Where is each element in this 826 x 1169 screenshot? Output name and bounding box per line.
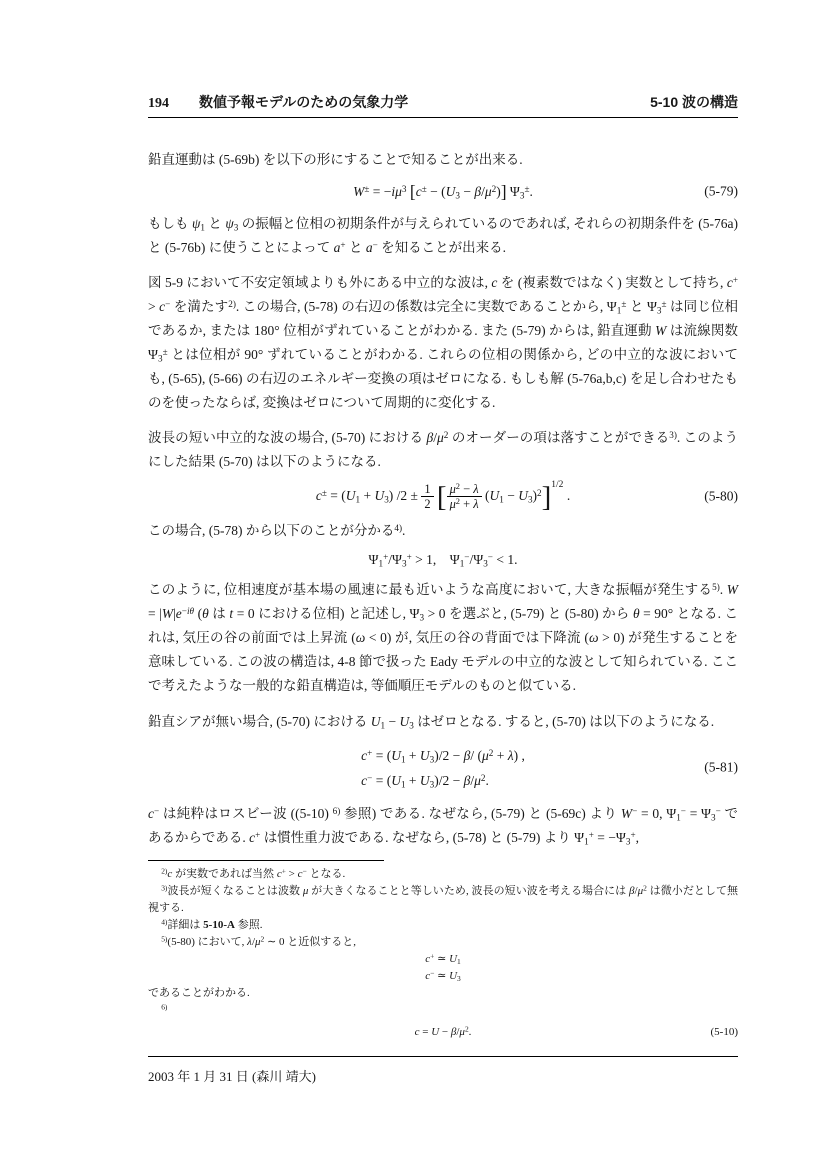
equation-5-80 xyxy=(148,479,738,513)
footnote-6-equation-body: $c = U - \beta/\mu^2$. xyxy=(414,1024,472,1039)
paragraph-rossby-gravity-waves: c− は純粋はロスビー波 ((5-10) $^{6)}$ 参照) である. なぜなら, (5-79) と (5-69c) より W− = 0, $\Psi_1^- = \Psi_3^-$ であるからである. c+ は慣性重力波である. なぜなら, (5-78) と (5-79) より $\Psi_1^+ = -\Psi_3^+$, xyxy=(148,806,738,847)
page-footer xyxy=(148,1056,738,1085)
footnote-6-equation-tag: (5-10) xyxy=(710,1026,738,1039)
footnote-5-tail: であることがわかる. xyxy=(148,987,250,1000)
footnote-5-eq1: c+ ≃ $U_1$ xyxy=(425,951,461,967)
equation-5-80-body: $c^\pm = (U_1 + U_3) /2$ ± $\frac{1}{2}$ [ $\frac{\mu^2 - \lambda}{\mu^2 + \lambda}$ $(U_1 - U_3)^2]^{1/2}$ . xyxy=(315,479,571,513)
equation-5-81-tag: (5-81) xyxy=(704,759,738,775)
footnote-5-head: $^{5)}$(5-80) において, $\lambda/\mu^2$ ∼ 0 と近似すると, xyxy=(161,934,356,949)
equation-psi-inequality xyxy=(148,552,738,569)
paragraph-no-vertical-shear: 鉛直シアが無い場合, (5-70) における $U_1 - U_3$ はゼロとなる. すると, (5-70) は以下のようになる. xyxy=(148,714,715,731)
equation-5-81-line2: $c^- = (U_1 + U_3)/2 - \beta/\mu^2$. xyxy=(361,773,489,790)
footnote-rule xyxy=(148,860,384,861)
page-content xyxy=(148,92,738,1043)
footnotes-section xyxy=(148,860,738,1043)
header-rule xyxy=(148,117,738,118)
footer-rule xyxy=(148,1056,738,1057)
equation-5-79 xyxy=(148,181,738,202)
footnote-3: $^{3)}$波長が短くなることは波数 μ が大きくなることと等しいため, 波長の短い波を考える場合には $\beta/\mu^2$ は微小だとして無視する. xyxy=(148,883,739,915)
header-left xyxy=(148,92,408,112)
paragraph-short-wavelength: 波長の短い中立的な波の場合, (5-70) における $\beta/\mu^2$ のオーダーの項は落すことができる$^{3)}$. このようにした結果 (5-70) は以下のようになる. xyxy=(148,429,738,469)
equation-5-81-body xyxy=(361,743,525,793)
page-number: 194 xyxy=(148,96,169,111)
book-title: 数値予報モデルのための気象力学 xyxy=(199,94,409,110)
footnote-6-marker: 6) xyxy=(161,1002,168,1012)
section-heading: 5-10 波の構造 xyxy=(650,94,738,110)
date-author-line: 2003 年 1 月 31 日 (森川 靖大) xyxy=(148,1069,316,1084)
paragraph-follows-from-578: この場合, (5-78) から以下のことが分かる$^{4)}$. xyxy=(148,523,406,539)
footnote-4: $^{4)}$詳細は 5-10-A 参照. xyxy=(161,917,263,932)
paragraph-vertical-motion-intro: 鉛直運動は (5-69b) を以下の形にすることで知ることが出来る. xyxy=(148,152,523,167)
footnote-5-eq2: c− ≃ $U_3$ xyxy=(425,968,461,984)
equation-5-81-line1: $c^+ = (U_1 + U_3)/2 - \beta/$ $(\mu^2 + \lambda)$ , xyxy=(361,748,525,765)
equation-5-79-body: $W^\pm = -i\mu^3$ $[c^\pm - (U_3 - \beta/\mu^2)]$ $\Psi_3^\pm$. xyxy=(353,181,533,202)
page-header xyxy=(148,92,738,112)
paragraph-initial-conditions: もしも $\psi_1$ と $\psi_3$ の振幅と位相の初期条件が与えられているのであれば, それらの初期条件を (5-76a) と (5-76b) に使うことによって a+ と a− を知ることが出来る. xyxy=(148,215,739,255)
equation-psi-inequality-body: $\Psi_1^+/\Psi_3^+ > 1$, $\Psi_1^-/\Psi_3^- < 1$. xyxy=(368,552,518,569)
equation-5-79-tag: (5-79) xyxy=(704,184,738,199)
equation-5-80-tag: (5-80) xyxy=(704,488,738,504)
paragraph-phase-speed-structure: このように, 位相速度が基本場の風速に最も近いような高度において, 大きな振幅が発生する$^{5)}$. $W = |W|e^{-i\theta}$ (θ は t = 0 における位相) と記述し, $\Psi_3 > 0$ を選ぶと, (5-79) と (5-80) から θ = 90° となる. これは, 気圧の谷の前面では上昇流 (ω < 0) が, 気圧の谷の背面では下降流 (ω > 0) が発生することを意味している. この波の構造は, 4-8 節で扱った Eady モデルの中立的な波として知られている. ここで考えたような一般的な鉛直構造は, 等価順圧モデルのものと似ている. xyxy=(148,582,739,694)
footnote-2: $^{2)}$c が実数であれば当然 c+ > c− となる. xyxy=(161,866,346,881)
equation-5-81 xyxy=(148,743,738,793)
footnote-6-equation xyxy=(148,1021,738,1043)
paragraph-neutral-waves: 図 5-9 において不安定領域よりも外にある中立的な波は, c を (複素数ではなく) 実数として持ち, c+ > c− を満たす$^{2)}$. この場合, (5-78) の右辺の係数は完全に実数であることから, $\Psi_1^\pm$ と $\Psi_3^\pm$ は同じ位相であるか, または 180° 位相がずれていることがわかる. また (5-79) からは, 鉛直運動 W は流線関数 $\Psi_3^\pm$ とは位相が 90° ずれていることがわかる. これらの位相の関係から, どの中立的な波においても, (5-65), (5-66) の右辺のエネルギー変換の項はゼロになる. もしも解 (5-76a,b,c) を足し合わせたものを使ったならば, 変換はゼロについて周期的に変化する. xyxy=(148,274,739,410)
